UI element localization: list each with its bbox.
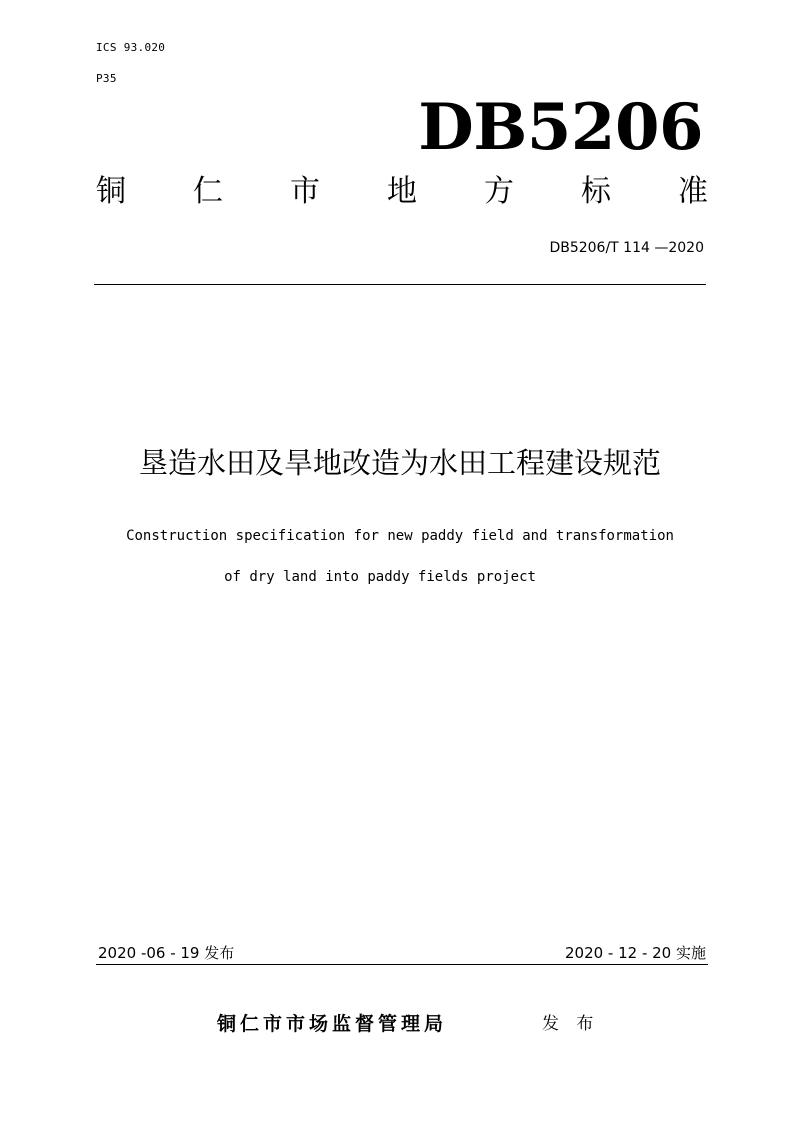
document-title-english-line-1: Construction specification for new paddy field and transformation bbox=[126, 528, 674, 544]
standard-category-name bbox=[96, 172, 708, 212]
standard-code-heading: DB5206 bbox=[418, 90, 703, 165]
issue-label: 发 布 bbox=[542, 1014, 600, 1034]
ics-code: ICS 93.020 bbox=[96, 41, 166, 54]
header-divider bbox=[94, 284, 706, 285]
standard-number: DB5206/T 114 —2020 bbox=[549, 240, 704, 256]
publish-date: 2020 -06 - 19 发布 bbox=[98, 944, 235, 962]
standard-name-char: 准 bbox=[678, 174, 708, 209]
issuing-authority: 铜仁市市场监督管理局 bbox=[217, 1013, 448, 1035]
implement-date: 2020 - 12 - 20 实施 bbox=[564, 944, 706, 962]
standard-name-char: 仁 bbox=[193, 174, 223, 209]
standard-name-char: 标 bbox=[581, 174, 611, 209]
footer-divider bbox=[96, 964, 708, 965]
standard-name-char: 方 bbox=[484, 174, 514, 209]
standard-name-char: 铜 bbox=[96, 174, 126, 209]
classification-code: P35 bbox=[96, 72, 117, 85]
document-title-chinese: 垦造水田及旱地改造为水田工程建设规范 bbox=[138, 446, 661, 480]
standard-name-char: 地 bbox=[387, 174, 417, 209]
standard-name-char: 市 bbox=[290, 174, 320, 209]
document-title-english-line-2: of dry land into paddy fields project bbox=[224, 569, 536, 585]
